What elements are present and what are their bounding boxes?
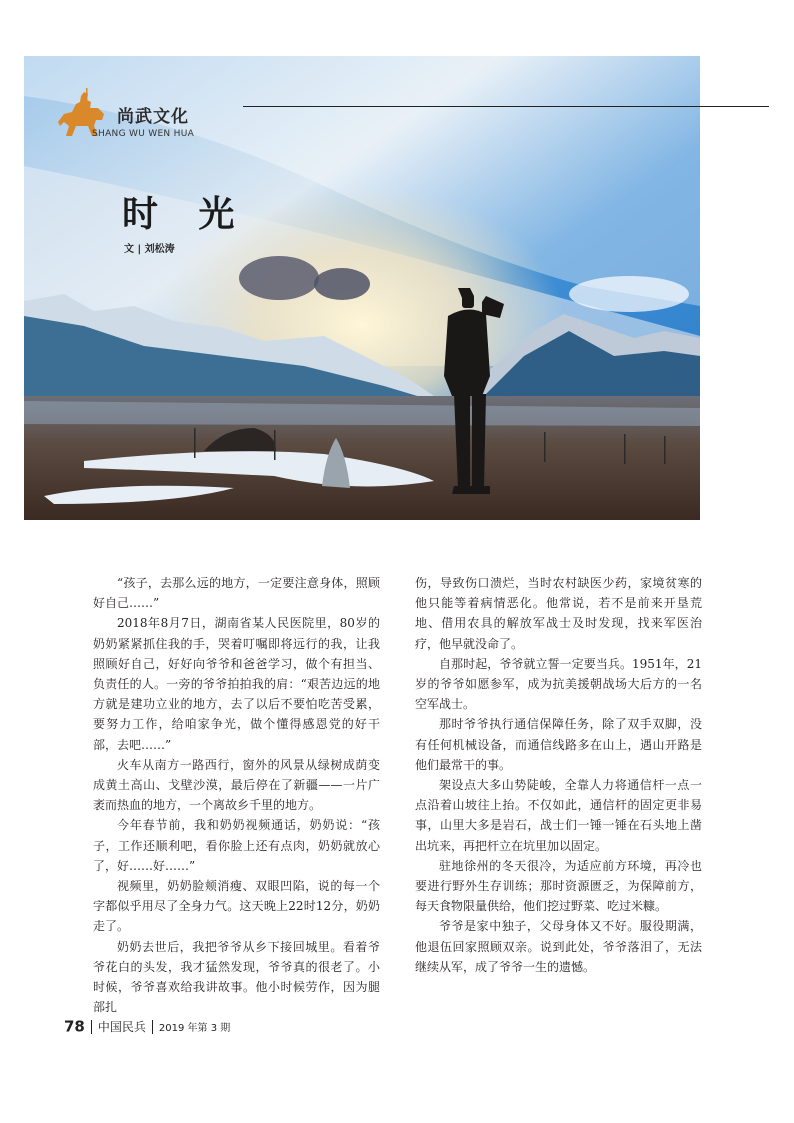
paragraph: 爷爷是家中独子，父母身体又不好。服役期满，他退伍回家照顾双亲。说到此处，爷爷落泪了，无法继续从军，成了爷爷一生的遗憾。 — [415, 919, 702, 974]
paragraph: 伤，导致伤口溃烂，当时农村缺医少药，家境贫寒的他只能等着病情恶化。他常说，若不是前来开垦荒地、借用农具的解放军战士及时发现，找来军医治疗，他早就没命了。 — [415, 576, 702, 651]
brand-name-en: SHANG WU WEN HUA — [92, 129, 195, 139]
paragraph: 视频里，奶奶脸颊消瘦、双眼凹陷，说的每一个字都似乎用尽了全身力气。这天晚上22时12分，奶奶走了。 — [93, 879, 380, 934]
article-byline: 文 | 刘松涛 — [124, 244, 175, 255]
brand-name-cn: 尚武文化 — [117, 107, 189, 127]
paragraph: “孩子，去那么远的地方，一定要注意身体，照顾好自己……” — [93, 576, 380, 611]
paragraph: 自那时起，爷爷就立誓一定要当兵。1951年，21岁的爷爷如愿参军，成为抗美援朝战场大后方的一名空军战士。 — [415, 656, 702, 712]
issue-label: 2019 年第 3 期 — [158, 1023, 231, 1034]
left-text-column — [93, 573, 380, 1017]
paragraph: 火车从南方一路西行，窗外的风景从绿树成荫变成黄土高山、戈壁沙漠，最后停在了新疆——一片广袤而热血的地方，一个离故乡千里的地方。 — [93, 757, 380, 813]
paragraph: 今年春节前，我和奶奶视频通话，奶奶说：“孩子，工作还顺利吧，看你脸上还有点肉，奶奶就放心了，好……好……” — [93, 818, 380, 873]
footer-divider — [152, 1020, 153, 1034]
magazine-name: 中国民兵 — [97, 1020, 146, 1034]
page-number: 78 — [64, 1017, 85, 1036]
article-title: 时 光 — [122, 194, 249, 235]
paragraph: 奶奶去世后，我把爷爷从乡下接回城里。看着爷爷花白的头发，我才猛然发现，爷爷真的很老了。小时候，爷爷喜欢给我讲故事。他小时候劳作，因为腿部扎 — [93, 939, 380, 1015]
paragraph: 2018年8月7日，湖南省某人民医院里，80岁的奶奶紧紧抓住我的手，哭着叮嘱即将远行的我，让我照顾好自己，好好向爷爷和爸爸学习，做个有担当、负责任的人。一旁的爷爷拍拍我的肩：“艰苦边远的地方就是建功立业的地方，去了以后不要怕吃苦受累，要努力工作，给咱家争光，做个懂得感恩党的好干部，去吧……” — [93, 616, 380, 752]
paragraph: 驻地徐州的冬天很冷，为适应前方环境，再冷也要进行野外生存训练；那时资源匮乏，为保障前方，每天食物限量供给，他们挖过野菜、吃过米糠。 — [415, 858, 702, 914]
right-text-column — [415, 573, 702, 977]
header-rule — [243, 106, 769, 107]
footer-divider — [91, 1020, 92, 1034]
page-footer — [64, 1016, 230, 1036]
paragraph: 架设点大多山势陡峻，全靠人力将通信杆一点一点沿着山坡往上抬。不仅如此，通信杆的固定更非易事，山里大多是岩石，战士们一锤一锤在石头地上凿出坑来，再把杆立在坑里加以固定。 — [415, 778, 702, 853]
paragraph: 那时爷爷执行通信保障任务，除了双手双脚，没有任何机械设备，而通信线路多在山上，遇山开路是他们最常干的事。 — [415, 717, 702, 772]
